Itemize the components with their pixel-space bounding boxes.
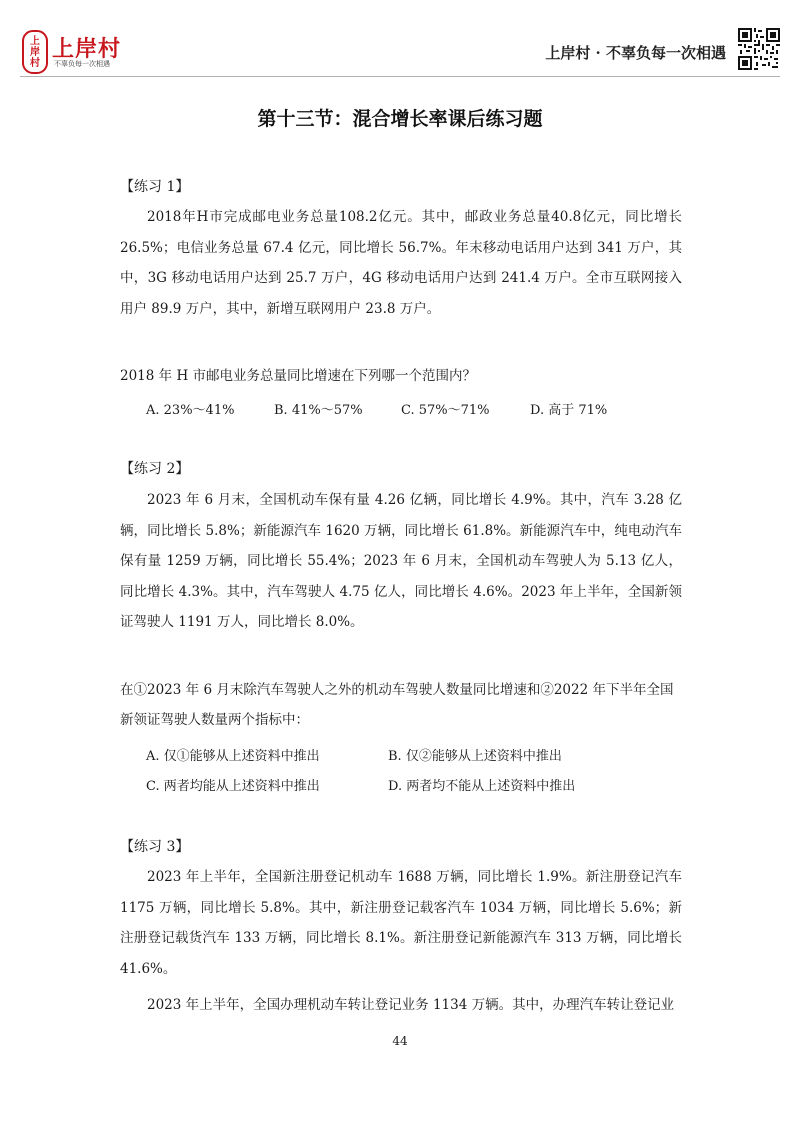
header-tagline: 上岸村 · 不辜负每一次相遇 (545, 44, 726, 62)
exercise-2-option-a[interactable]: A. 仅①能够从上述资料中推出 (146, 749, 320, 764)
header-divider (20, 76, 780, 77)
exercise-2-label: 【练习 2】 (120, 461, 190, 477)
page-header (0, 0, 800, 82)
logo-name: 上岸村 (52, 37, 122, 62)
exercise-2-option-c[interactable]: C. 两者均能从上述资料中推出 (146, 779, 320, 794)
exercise-1-option-c[interactable]: C. 57%～71% (401, 403, 490, 418)
exercise-1-option-d[interactable]: D. 高于 71% (530, 403, 608, 418)
exercise-2-passage: 2023 年 6 月末，全国机动车保有量 4.26 亿辆，同比增长 4.9%。其中，汽车 3.28 亿辆，同比增长 5.8%；新能源汽车 1620 万辆，同比增长 61.8%。新能源汽车中，纯电动汽车保有量 1259 万辆，同比增长 55.4%；2023 年 6 月末，全国机动车驾驶人为 5.13 亿人，同比增长 4.3%。其中，汽车驾驶人 4.75 亿人，同比增长 4.6%。2023 年上半年，全国新领证驾驶人 1191 万人，同比增长 8.0%。 (120, 492, 682, 630)
logo-slogan: 不辜负每一次相遇 (54, 60, 110, 68)
page-number: 44 (392, 1034, 408, 1048)
exercise-1-label: 【练习 1】 (120, 179, 190, 195)
exercise-1-question: 2018 年 H 市邮电业务总量同比增速在下列哪一个范围内？ (120, 368, 477, 384)
exercise-3-passage-1: 2023 年上半年，全国新注册登记机动车 1688 万辆，同比增长 1.9%。新注册登记汽车1175 万辆，同比增长 5.8%。其中，新注册登记载客汽车 1034 万辆，同比增长 5.6%；新注册登记载货汽车 133 万辆，同比增长 8.1%。新注册登记新能源汽车 313 万辆，同比增长41.6%。 (120, 869, 682, 977)
logo-seal: 上 岸 村 (22, 30, 48, 74)
exercise-1-option-b[interactable]: B. 41%～57% (274, 403, 363, 418)
exercise-2-option-d[interactable]: D. 两者均不能从上述资料中推出 (388, 779, 576, 794)
exercise-1-option-a[interactable]: A. 23%～41% (146, 403, 235, 418)
exercise-2-option-b[interactable]: B. 仅②能够从上述资料中推出 (388, 749, 562, 764)
exercise-3-passage-2: 2023 年上半年，全国办理机动车转让登记业务 1134 万辆。其中，办理汽车转让登记业 (147, 997, 675, 1013)
exercise-2-question: 在①2023 年 6 月末除汽车驾驶人之外的机动车驾驶人数量同比增速和②2022 年下半年全国新领证驾驶人数量两个指标中： (120, 682, 674, 728)
exercise-1-passage: 2018年H市完成邮电业务总量108.2亿元。其中，邮政业务总量40.8亿元，同比增长26.5%；电信业务总量 67.4 亿元，同比增长 56.7%。年末移动电话用户达到 341 万户，其中，3G 移动电话用户达到 25.7 万户，4G 移动电话用户达到 241.4 万户。全市互联网接入用户 89.9 万户，其中，新增互联网用户 23.8 万户。 (120, 209, 682, 317)
exercise-3-label: 【练习 3】 (120, 839, 190, 855)
page-title: 第十三节：混合增长率课后练习题 (257, 108, 543, 130)
qr-code-icon (738, 28, 780, 70)
